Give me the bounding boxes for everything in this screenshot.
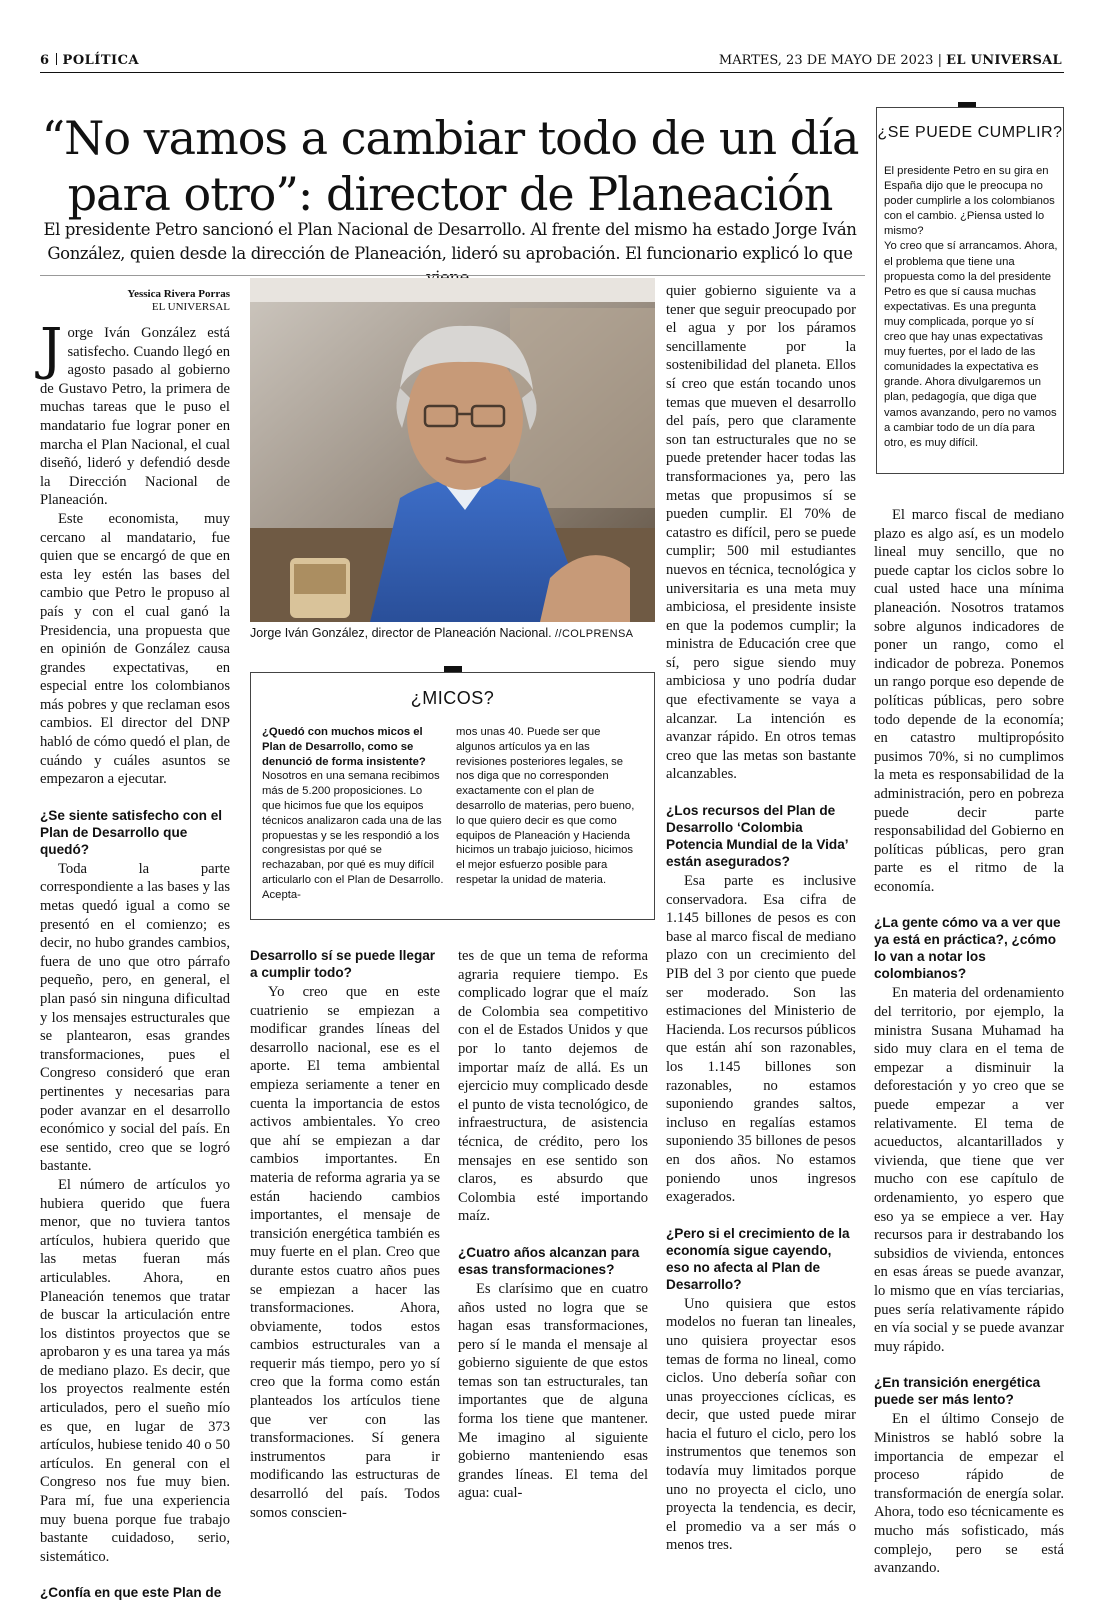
header-divider [56, 53, 57, 65]
photo-caption [250, 626, 655, 640]
interview-question: ¿La gente cómo va a ver que ya está en práctica?, ¿cómo lo van a notar los colombianos? [874, 915, 1061, 982]
paragraph: En el último Consejo de Ministros se habló sobre la importancia de empezar el proceso rápido de transformación de energía solar. Ahora, todo eso técnicamente es mucho más sofisticado, más complejo, pero se está avanzando. [874, 1411, 1064, 1577]
paragraph: Uno quisiera que estos modelos no fueran tan lineales, uno quisiera proyectar esos temas de forma no lineal, como ciclos. Uno debería soñar con unas proyecciones cíclicas, es decir, que usted puede mirar hacia el futuro el ciclo, pero los instrumentos que tenemos son todavía muy limitados porque uno no proyecta el ciclo, uno proyecta la tendencia, es decir, el promedio va a ser más o menos tres. [666, 1295, 856, 1554]
page-number: 6 [40, 53, 50, 68]
micos-box-column-1 [262, 725, 444, 903]
byline [40, 288, 230, 314]
paragraph: Es clarísimo que en cuatro años usted no logra que se hagan esas transformaciones, pero sí le manda el mensaje al gobierno siguiente de que estos temas son tan estructurales, tan importantes que de alguna forma los tiene que mantener. Me imagino al siguiente gobierno manteniendo esas grandes líneas. El tema del agua: cual- [458, 1280, 648, 1502]
deck-line-2: González, quien desde la dirección de Planeación, lideró su aprobación. El funcionario explicó lo que [47, 244, 853, 263]
article-column-5 [874, 506, 1064, 1578]
byline-outlet: EL UNIVERSAL [151, 301, 230, 313]
deck-rule [40, 275, 865, 276]
edition-date: MARTES, 23 DE MAYO DE 2023 [718, 53, 934, 68]
portrait-illustration [250, 278, 655, 622]
interview-question: ¿Cuatro años alcanzan para esas transformaciones? [458, 1244, 640, 1277]
page-header-left [40, 53, 139, 68]
header-rule [40, 72, 1064, 73]
interview-question: ¿Se siente satisfecho con el Plan de Desarrollo que quedó? [40, 807, 223, 857]
article-column-2 [250, 947, 440, 1522]
headline [40, 110, 860, 222]
lead-text: orge Iván González está satisfecho. Cuando llegó en agosto pasado al gobierno de Gustavo Petro, la primera de muchas tareas que le puso el mandatario fue lograr poner en marcha el Plan Nacional, el cual diseñó, lideró y defendió desde la Dirección Nacional de Planeación. [40, 325, 230, 509]
micos-box-column-2: mos unas 40. Puede ser que algunos artículos ya en las revisiones posteriores legales, se nos diga que no corresponden exactamente con el plan de desarrollo de materias, pero bueno, lo que quiero decir es que como equipos de Planeación y Hacienda hicimos un trabajo juicioso, hicimos el mejor esfuerzo posible para respetar la unidad de materia. [456, 726, 635, 886]
section-name: POLÍTICA [62, 53, 140, 68]
photo-credit: //COLPRENSA [555, 628, 634, 640]
headline-line-2: para otro”: director de Planeación [67, 167, 833, 221]
micos-answer-part-1: Nosotros en una semana recibimos más de 5.200 proposiciones. Lo que hicimos fue que los equipos técnicos analizaron cada una de las propuestas y se les respondió a los congresistas por qué se rechazaban, por qué es muy difícil articularlo con el Plan de Desarrollo. Acepta- [262, 770, 444, 901]
article-column-1 [40, 317, 230, 1603]
interview-question-continued: Desarrollo sí se puede llegar a cumplir todo? [250, 948, 436, 980]
headline-line-1: “No vamos a cambiar todo de un día [41, 111, 859, 165]
sidebar-question: El presidente Petro en su gira en España dijo que le preocupa no poder cumplirle a los colombianos con el cambio. ¿Piensa usted lo mismo? [884, 165, 1055, 238]
drop-cap: J [40, 317, 63, 382]
interview-question: ¿Pero si el crecimiento de la economía sigue cayendo, eso no afecta al Plan de Desarrollo? [666, 1225, 850, 1292]
paragraph: tes de que un tema de reforma agraria requiere tiempo. Es complicado lograr que el maíz de Colombia sea competitivo con el de Estados Unidos y que por lo tanto dejemos de importar maíz de allá. Es un ejercicio muy complicado desde el punto de vista tecnológico, de infraestructura, de asistencia técnica, de crédito, pero los mensajes en ese sentido son claros, es absurdo que Colombia esté importando maíz. [458, 948, 648, 1225]
caption-text: Jorge Iván González, director de Planeación Nacional. [250, 626, 552, 640]
sidebar-answer: Yo creo que sí arrancamos. Ahora, el problema que tiene una propuesta como la del presidente Petro es que sí causa muchas expectativas. Es una pregunta muy complicada, porque yo sí creo que hay unas expectativas muy fuertes, por el lado de las comunidades la expectativa es grande. Ahora divulgaremos un plan, pedagogía, que diga que vamos avanzando, pero no vamos a cambiar todo de un día para otro, es muy difícil. [884, 240, 1058, 449]
interview-question: ¿En transición energética puede ser más lento? [874, 1375, 1041, 1408]
page-header-right: MARTES, 23 DE MAYO DE 2023 | EL UNIVERSAL [718, 53, 1062, 68]
paragraph: En materia del ordenamiento del territorio, por ejemplo, la ministra Susana Muhamad ha sido muy clara en el tema de empezar a disminuir la deforestación y yo creo que se puede empezar a ver relativamente. El tema de acueductos, alcantarillados y vivienda, que tiene que ver mucho con ese capítulo de ordenamiento, yo espero que eso ya se empiece a ver. Hay recursos para ir destrabando los subsidios de vivienda, entonces en esas áreas se puede avanzar, lo mismo que en vías terciarias, pues sería relativamente rápido en vía social y se puede avanzar muy rápido. [874, 985, 1064, 1355]
paragraph: El marco fiscal de mediano plazo es algo así, es un modelo lineal muy sencillo, que no puede captar los ciclos sobre lo cual usted hace una mínima planeación. Nosotros tratamos sobre algunos indicadores de poner un rango, como el indicador de pobreza. Ponemos un rango porque eso depende de políticas públicas, pero sobre todo depende de la economía; en catastro multipropósito pusimos 70%, si no cumplimos la meta es responsabilidad de la administración, pero en pobreza puede decir parte responsabilidad del Gobierno en políticas públicas, pero gran parte es el ritmo de la economía. [874, 507, 1064, 895]
sidebar-box-title: ¿SE PUEDE CUMPLIR? [877, 124, 1063, 141]
lead-paragraph [40, 317, 230, 510]
byline-author: Yessica Rivera Porras [127, 288, 230, 300]
sidebar-box-body [884, 164, 1058, 451]
paragraph: El número de artículos yo hubiera querido que fuera menor, que no tuviera tantos artículos, hubiera querido que las metas fueran más articulables. Ahora, en Planeación tenemos que tratar de buscar la articulación entre los distintos proyectos que se aprobaron y es una tarea ya más de mediano plazo. Es decir, que los proyectos realmente estén articulados, pero el sueño mío es que, en lugar de 373 artículos, hubiese tenido 40 o 50 artículos. En general con el Congreso nos fue muy bien. Para mí, fue una experiencia muy buena porque fue trabajo bastante cuidadoso, serio, sistemático. [40, 1176, 230, 1565]
paragraph: Este economista, muy cercano al mandatario, fue quien que se encargó de que en esta ley estén las bases del cambio que Petro le propuso al país y con el cual ganó la Presidencia, una propuesta que en opinión de González causa grandes expectativas, en especial entre los colombianos más pobres y que reclaman esos cambios. El director del DNP habló de cómo quedó el plan, de cuándo y cuáles asuntos se empezaron a ejecutar. [40, 510, 230, 788]
paragraph: Toda la parte correspondiente a las bases y las metas quedó igual a como se presentó en el comienzo; es decir, no hubo grandes cambios, fuera de uno que otro párrafo pequeño, pero, en general, el plan pasó sin ninguna dificultad y los mensajes estructurales que se plantearon, esas grandes transformaciones, pues el Congreso consideró que eran pertinentes y necesarias para poder avanzar en el desarrollo económico y social del país. En ese sentido, creo que se logró bastante. [40, 860, 230, 1175]
article-column-3 [458, 947, 648, 1503]
paragraph: quier gobierno siguiente va a tener que seguir preocupado por el agua y por los páramos sencillamente por la sostenibilidad del planeta. Ellos sí creo que están tocando unos temas que mueven el desarrollo del país, pero que claramente son tan estructurales que no se puede pretender hacer todas las transformaciones ya, pero las metas que propusimos sí se pueden cumplir. El 70% de catastro es difícil, pero se puede cumplir; 500 mil estudiantes nuevos en técnica, tecnológica y universitaria es una meta muy ambiciosa, el presidente insiste en que la podemos cumplir; la ministra de Educación cree que sí, pero sigue siendo muy ambiciosa y uno podría dudar que efectivamente se vaya a alcanzar. La intención es avanzar rápido. En otros temas creo que las metas son bastante alcanzables. [666, 283, 856, 783]
paragraph: Esa parte es inclusive conservadora. Esa cifra de 1.145 billones de pesos es con base al marco fiscal de mediano plazo con un crecimiento del PIB del 3 por ciento que puede ser moderado. Son las estimaciones del Ministerio de Hacienda. Los recursos públicos que están ahí son razonables, los 1.145 billones son razonables, no estamos suponiendo grandes saltos, incluso en regalías estamos suponiendo 35 billones de pesos en dos años. No estamos poniendo unos ingresos exagerados. [666, 873, 856, 1206]
portrait-photo [250, 278, 655, 622]
interview-question: ¿Confía en que este Plan de [40, 1585, 222, 1601]
micos-box-title: ¿MICOS? [410, 688, 495, 708]
article-column-4 [666, 282, 856, 1555]
micos-question: ¿Quedó con muchos micos el Plan de Desarrollo, como se denunció de forma insistente? [262, 726, 426, 768]
publication-name: EL UNIVERSAL [946, 53, 1062, 68]
paragraph: Yo creo que en este cuatrienio se empiezan a modificar grandes líneas del desarrollo nacional, ese es el aporte. El tema ambiental empieza seriamente a tener en cuenta la importancia de estos activos ambientales. Yo creo que ahí se empiezan a dar cambios importantes. En materia de reforma agraria ya se están haciendo cambios importantes, el mensaje de transición energética también es muy fuerte en el plan. Creo que durante estos cuatro años pues se empiezan a hacer las transformaciones. Ahora, obviamente, todos estos cambios estructurales van a requerir más tiempo, pero yo sí creo que la forma como están planteados los artículos tiene que ver con las transformaciones. Sí genera instrumentos para ir modificando las estructuras de desarrolló del país. Todos somos conscien- [250, 984, 440, 1521]
deck-line-1: El presidente Petro sancionó el Plan Nacional de Desarrollo. Al frente del mismo ha estado Jorge Iván [43, 220, 857, 239]
interview-question: ¿Los recursos del Plan de Desarrollo ‘Colombia Potencia Mundial de la Vida’ están asegurados? [666, 803, 848, 870]
